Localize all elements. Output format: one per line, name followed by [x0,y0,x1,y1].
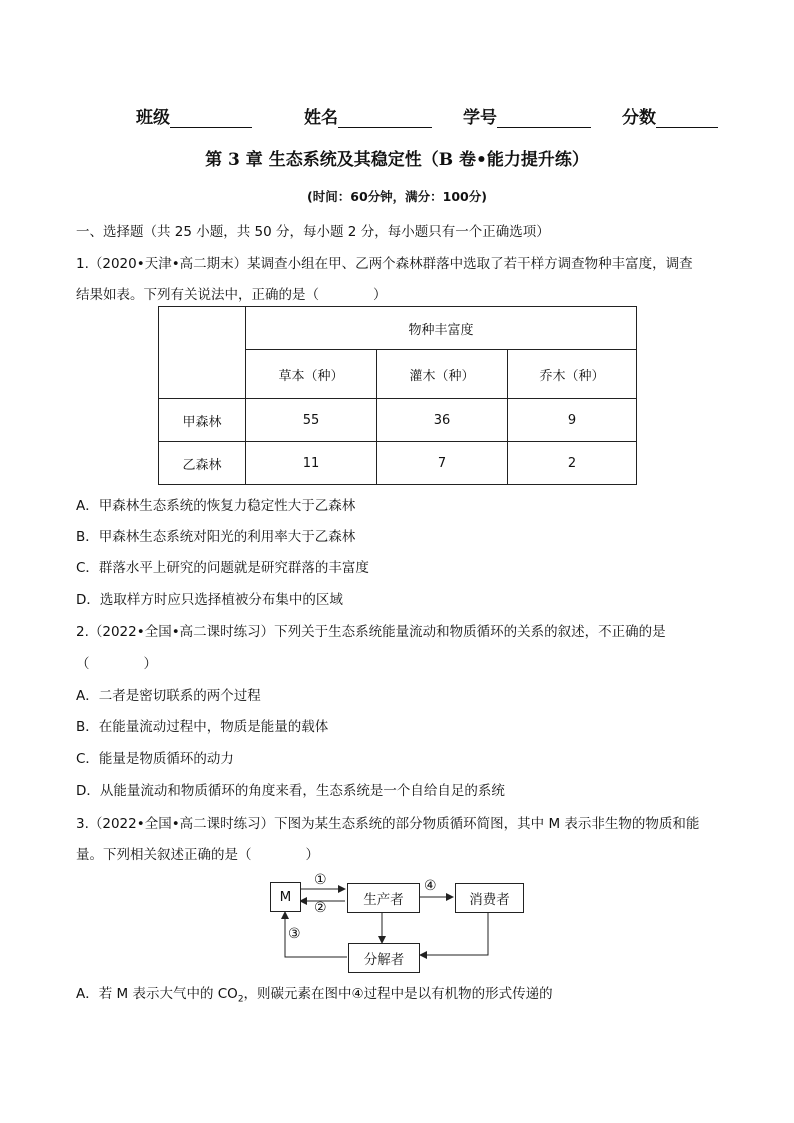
class-blank[interactable] [170,107,252,128]
q1-option-a[interactable]: A．甲森林生态系统的恢复力稳定性大于乙森林 [76,498,356,514]
q1-stem-line2: 结果如表。下列有关说法中，正确的是（ ） [76,287,387,303]
table-cell: 2 [508,442,637,485]
row-label: 甲森林 [159,399,246,442]
name-field[interactable] [304,103,432,128]
class-label: 班级 [136,108,170,128]
class-field[interactable] [136,103,252,128]
column-header: 草本（种） [246,350,377,399]
q3-stem-line2: 量。下列相关叙述正确的是（ ） [76,847,319,863]
student-id-field[interactable] [463,103,591,128]
q1-option-b[interactable]: B．甲森林生态系统对阳光的利用率大于乙森林 [76,529,356,545]
m-node: M [270,882,301,912]
q1-stem-line1: 1.（2020•天津•高二期末）某调查小组在甲、乙两个森林群落中选取了若干样方调查物种丰富度，调查 [76,256,693,272]
table-corner-cell [159,307,246,399]
process-label-4: ④ [424,878,437,894]
process-label-3: ③ [288,926,301,942]
q3-option-a-text: A．若 M 表示大气中的 CO [76,986,238,1002]
table-group-header: 物种丰富度 [246,307,637,350]
score-label: 分数 [622,108,656,128]
exam-duration-note: (时间：60分钟，满分：100分) [307,189,487,204]
section-heading: 一、选择题（共 25 小题，共 50 分，每小题 2 分，每小题只有一个正确选项） [76,224,550,240]
q2-option-b[interactable]: B．在能量流动过程中，物质是能量的载体 [76,719,329,735]
table-cell: 36 [377,399,508,442]
decomposer-node: 分解者 [348,943,420,973]
table-row [159,399,637,442]
row-label: 乙森林 [159,442,246,485]
process-label-2: ② [314,900,327,916]
student-info-row [0,103,794,131]
score-field[interactable] [622,103,718,128]
name-label: 姓名 [304,108,338,128]
table-cell: 11 [246,442,377,485]
page-title: 第 3 章 生态系统及其稳定性（B 卷•能力提升练） [205,150,589,170]
table-cell: 55 [246,399,377,442]
consumer-node: 消费者 [455,883,524,913]
table-cell: 9 [508,399,637,442]
q3-stem-line1: 3.（2022•全国•高二课时练习）下图为某生态系统的部分物质循环简图，其中 M 表示非生物的物质和能 [76,816,700,832]
column-header: 灌木（种） [377,350,508,399]
q2-option-a[interactable]: A．二者是密切联系的两个过程 [76,688,261,704]
q3-option-a-text-rest: ，则碳元素在图中④过程中是以有机物的形式传递的 [243,986,553,1002]
q2-option-c[interactable]: C．能量是物质循环的动力 [76,751,234,767]
student-id-label: 学号 [463,108,497,128]
q3-option-a[interactable] [76,982,553,1005]
q2-option-d[interactable]: D．从能量流动和物质循环的角度来看，生态系统是一个自给自足的系统 [76,783,505,799]
table-row [159,442,637,485]
score-blank[interactable] [656,107,718,128]
column-header: 乔木（种） [508,350,637,399]
q2-stem-line2: （ ） [76,656,157,672]
q2-stem-line1: 2.（2022•全国•高二课时练习）下列关于生态系统能量流动和物质循环的关系的叙述，不正确的是 [76,624,666,640]
q3-option-a-subscript: 2 [237,994,244,1005]
table-cell: 7 [377,442,508,485]
species-richness-table [158,306,637,485]
process-label-1: ① [314,872,327,888]
producer-node: 生产者 [347,883,420,913]
name-blank[interactable] [338,107,432,128]
q1-option-c[interactable]: C．群落水平上研究的问题就是研究群落的丰富度 [76,560,369,576]
q1-option-d[interactable]: D．选取样方时应只选择植被分布集中的区域 [76,592,343,608]
material-cycle-diagram [260,872,530,977]
student-id-blank[interactable] [497,107,591,128]
